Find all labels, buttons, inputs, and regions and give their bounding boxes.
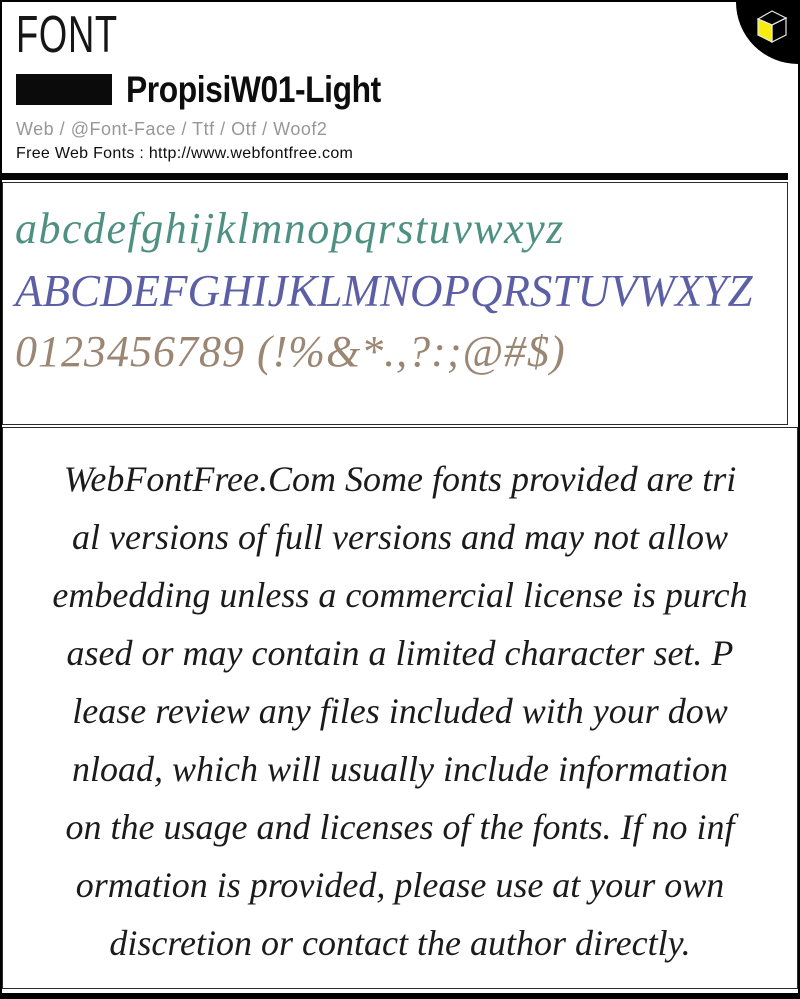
paragraph-line: ormation is provided, please use at your own bbox=[75, 864, 725, 905]
preview-paragraph-box bbox=[2, 427, 798, 989]
cube-icon bbox=[751, 7, 793, 49]
paragraph-line: al versions of full versions and may not allow bbox=[72, 516, 728, 557]
header bbox=[2, 2, 798, 164]
font-formats-line: Web / @Font-Face / Ttf / Otf / Woof2 bbox=[16, 118, 328, 139]
paragraph-line: nload, which will usually include information bbox=[72, 748, 728, 789]
site-logo: FONT bbox=[16, 6, 118, 64]
paragraph-line: embedding unless a commercial license is purch bbox=[52, 574, 748, 615]
paragraph-line: discretion or contact the author directly. bbox=[109, 922, 691, 963]
paragraph-line: WebFontFree.Com Some fonts provided are tri bbox=[63, 458, 737, 499]
glyph-sample-box bbox=[2, 182, 788, 425]
paragraph-line: on the usage and licenses of the fonts. If no inf bbox=[65, 806, 735, 847]
paragraph-line: ased or may contain a limited character set. P bbox=[66, 632, 734, 673]
lowercase-sample: abcdefghijklmnopqrstuvwxyz bbox=[15, 203, 565, 253]
corner-badge bbox=[736, 2, 798, 64]
cube-yellow-face bbox=[758, 19, 772, 42]
header-divider-bar bbox=[2, 173, 788, 180]
black-swatch bbox=[16, 74, 112, 105]
numbers-symbols-sample: 0123456789 (!%&*.,?:;@#$) bbox=[15, 326, 566, 376]
font-name-row bbox=[16, 68, 798, 110]
site-url-line[interactable]: Free Web Fonts : http://www.webfontfree.com bbox=[16, 145, 354, 163]
paragraph-line: lease review any files included with your dow bbox=[72, 690, 728, 731]
uppercase-sample: ABCDEFGHIJKLMNOPQRSTUVWXYZ bbox=[15, 265, 753, 316]
font-name: PropisiW01-Light bbox=[126, 68, 381, 110]
